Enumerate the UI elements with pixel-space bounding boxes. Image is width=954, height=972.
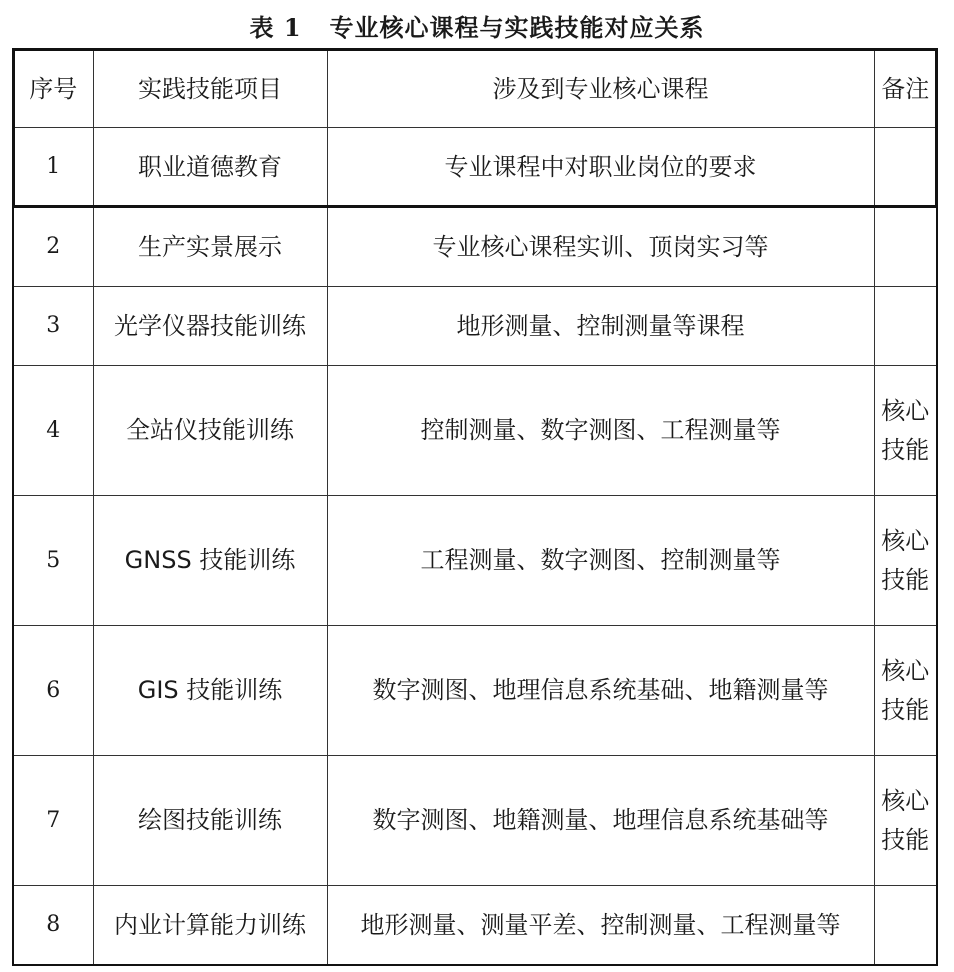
row-skill: 全站仪技能训练 (93, 366, 327, 496)
row-courses: 工程测量、数字测图、控制测量等 (327, 496, 874, 626)
row-note: 核心 技能 (874, 366, 936, 496)
row-note: 核心 技能 (874, 496, 936, 626)
row-index: 3 (14, 287, 93, 366)
row-index: 5 (14, 496, 93, 626)
row-index: 1 (14, 128, 93, 208)
row-courses: 数字测图、地理信息系统基础、地籍测量等 (327, 626, 874, 756)
table-number: 表 1 (249, 13, 302, 42)
row-skill: 内业计算能力训练 (93, 886, 327, 965)
row-note (874, 128, 936, 208)
row-skill: 生产实景展示 (93, 207, 327, 287)
table-row (14, 366, 936, 496)
row-skill: 绘图技能训练 (93, 756, 327, 886)
table-row (14, 756, 936, 886)
row-index: 8 (14, 886, 93, 965)
row-index: 4 (14, 366, 93, 496)
row-courses: 数字测图、地籍测量、地理信息系统基础等 (327, 756, 874, 886)
row-courses: 专业课程中对职业岗位的要求 (327, 128, 874, 208)
row-note: 核心 技能 (874, 626, 936, 756)
table-row (14, 886, 936, 965)
header-skill: 实践技能项目 (93, 51, 327, 128)
row-index: 7 (14, 756, 93, 886)
row-note (874, 207, 936, 287)
row-note: 核心 技能 (874, 756, 936, 886)
row-index: 6 (14, 626, 93, 756)
table-row (14, 207, 936, 287)
table-row (14, 626, 936, 756)
row-note (874, 287, 936, 366)
row-courses: 控制测量、数字测图、工程测量等 (327, 366, 874, 496)
table-row (14, 128, 936, 208)
table-caption (0, 8, 954, 43)
table-title: 专业核心课程与实践技能对应关系 (329, 14, 705, 42)
row-courses: 地形测量、控制测量等课程 (327, 287, 874, 366)
header-index: 序号 (14, 51, 93, 128)
header-note: 备注 (874, 51, 936, 128)
table-row (14, 287, 936, 366)
row-skill: 职业道德教育 (93, 128, 327, 208)
table-header-row (14, 51, 936, 128)
header-courses: 涉及到专业核心课程 (327, 51, 874, 128)
row-skill: GIS 技能训练 (93, 626, 327, 756)
row-skill: GNSS 技能训练 (93, 496, 327, 626)
row-index: 2 (14, 207, 93, 287)
row-skill: 光学仪器技能训练 (93, 287, 327, 366)
skills-table (14, 51, 936, 964)
table-row (14, 496, 936, 626)
row-note (874, 886, 936, 965)
row-courses: 专业核心课程实训、顶岗实习等 (327, 207, 874, 287)
row-courses: 地形测量、测量平差、控制测量、工程测量等 (327, 886, 874, 965)
